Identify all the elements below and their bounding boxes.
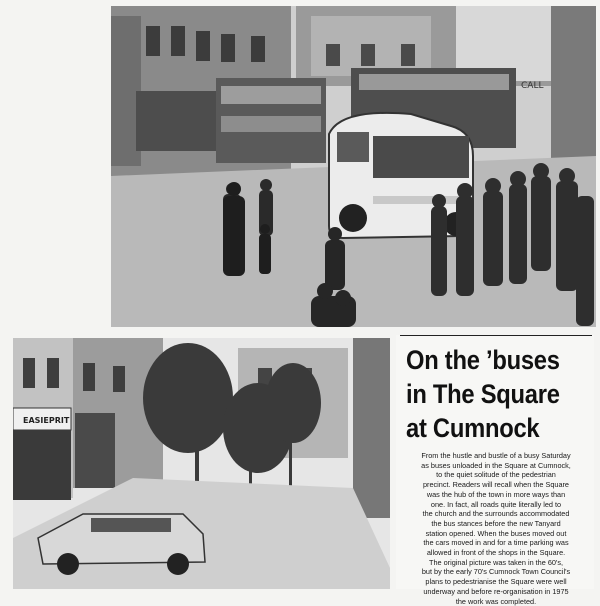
article-panel [396,335,594,606]
body-line: The original picture was taken in the 60's, [428,557,564,567]
body-line: the bus stances before the new Tanyard [431,518,561,528]
body-line: From the hustle and bustle of a busy Saturday [421,451,571,460]
photo-precinct-illustration [13,338,390,589]
headline-line-1: On the ’buses [406,345,560,375]
article-body [410,451,582,606]
body-line: allowed in front of the shops in the Square. [426,548,566,558]
photo-pedestrian-precinct [13,338,390,589]
photo-buses-illustration [111,6,596,327]
headline-line-3: at Cumnock [406,413,540,443]
body-line: one. In fact, all roads quite literally led to [430,499,562,509]
body-line: the cars moved in and for a time parking was [423,538,569,548]
divider-rule [400,335,592,336]
body-line: was the hub of the town in more ways than [426,489,566,499]
photo-buses-in-square [111,6,596,327]
shop-sign-easiepriti: EASIEPRIT [23,416,70,425]
body-line: plans to pedestrianise the Square were well [425,577,567,587]
body-line: station opened. When the buses moved out [425,528,567,538]
body-line: underway and before re-organisation in 1975 [423,586,569,596]
body-line: but by the early 70's Cumnock Town Council's [421,567,571,577]
body-line: as buses unloaded in the Square at Cumnock, [421,460,571,470]
article-headline [406,343,570,445]
headline-line-2: in The Square [406,379,560,409]
shop-sign-call: CALL [521,81,544,91]
body-line: the church and the surrounds accommodated [422,509,570,519]
body-line: precinct. Readers will recall when the Square [422,480,569,490]
body-line: to the quiet solitude of the pedestrian [436,470,556,480]
body-line: the work was completed. [455,596,537,606]
